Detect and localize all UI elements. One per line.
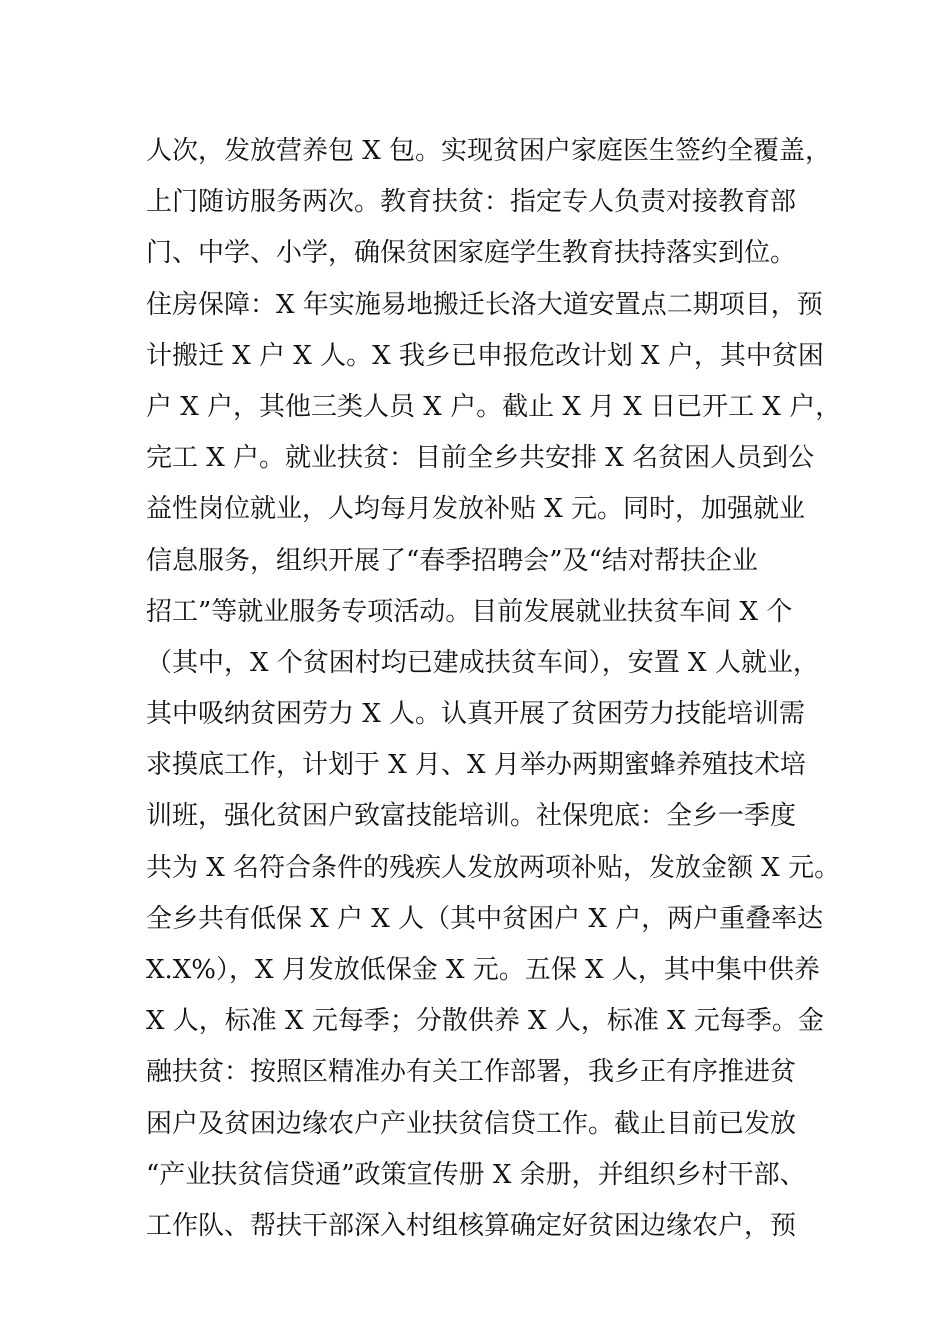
- text-line-16: 全乡共有低保 X 户 X 人（其中贫困户 X 户，两户重叠率达: [146, 903, 824, 934]
- text-line-22: 工作队、帮扶干部深入村组核算确定好贫困边缘农户，预: [146, 1210, 797, 1241]
- text-line-5: 计搬迁 X 户 X 人。X 我乡已申报危改计划 X 户，其中贫困: [146, 340, 824, 371]
- text-line-11: （其中，X 个贫困村均已建成扶贫车间），安置 X 人就业，: [146, 647, 819, 678]
- text-line-17: X.X%），X 月发放低保金 X 元。五保 X 人，其中集中供养: [146, 955, 820, 985]
- text-line-8: 益性岗位就业，人均每月发放补贴 X 元。同时，加强就业: [146, 494, 806, 525]
- text-line-9: 信息服务，组织开展了“春季招聘会”及“结对帮扶企业: [146, 545, 758, 576]
- text-line-21: “产业扶贫信贷通”政策宣传册 X 余册，并组织乡村干部、: [146, 1159, 806, 1190]
- text-line-10: 招工”等就业服务专项活动。目前发展就业扶贫车间 X 个: [146, 596, 793, 627]
- text-line-6: 户 X 户，其他三类人员 X 户。截止 X 月 X 日已开工 X 户，: [146, 391, 842, 422]
- text-line-2: 上门随访服务两次。教育扶贫：指定专人负责对接教育部: [146, 187, 797, 218]
- text-line-20: 困户及贫困边缘农户产业扶贫信贷工作。截止目前已发放: [146, 1108, 797, 1139]
- text-line-19: 融扶贫：按照区精准办有关工作部署，我乡正有序推进贫: [146, 1057, 797, 1088]
- text-line-14: 训班，强化贫困户致富技能培训。社保兜底：全乡一季度: [146, 801, 797, 832]
- text-line-13: 求摸底工作，计划于 X 月、X 月举办两期蜜蜂养殖技术培: [146, 750, 806, 781]
- text-line-7: 完工 X 户。就业扶贫：目前全乡共安排 X 名贫困人员到公: [146, 443, 815, 474]
- text-line-3: 门、中学、小学，确保贫困家庭学生教育扶持落实到位。: [146, 238, 797, 269]
- text-line-12: 其中吸纳贫困劳力 X 人。认真开展了贫困劳力技能培训需: [146, 699, 806, 730]
- text-line-15: 共为 X 名符合条件的残疾人发放两项补贴，发放金额 X 元。: [146, 852, 841, 883]
- text-line-1: 人次，发放营养包 X 包。实现贫困户家庭医生签约全覆盖，: [146, 136, 832, 166]
- text-line-18: X 人，标准 X 元每季；分散供养 X 人，标准 X 元每季。金: [146, 1006, 824, 1037]
- body-text: [146, 126, 842, 1252]
- text-line-4: 住房保障：X 年实施易地搬迁长洛大道安置点二期项目，预: [146, 289, 823, 320]
